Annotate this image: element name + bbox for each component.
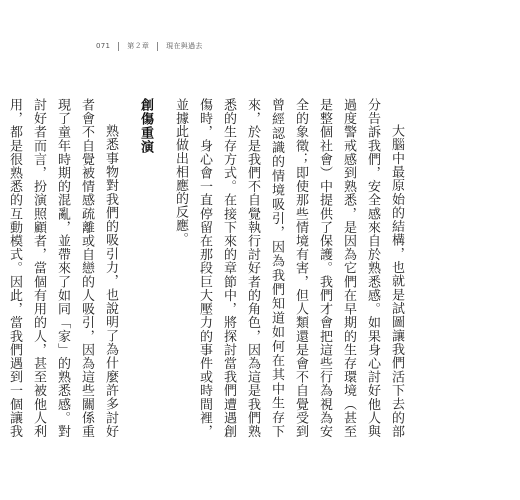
chapter-label: 第２章 [127, 42, 150, 50]
section-heading: 創傷重演 [138, 98, 153, 154]
chapter-title: 現在與過去 [166, 42, 203, 50]
header-divider [118, 42, 119, 51]
vertical-body-text [0, 98, 408, 438]
paragraph: 大腦中最原始的結構，也就是試圖讓我們活下去的部分告訴我們，安全感來自於熟悉感。如果身心討好他人與過度警戒感到熟悉，是因為它們在早期的生存環境（甚至是整個社會）中提供了保護。我們才會把這些行為視為安全的象徵；即使那些情境有害，但人類還是會不自覺受到曾經認識的情境吸引，因為我們知道如何在其中生存下來，於是我們不自覺執行討好者的角色，因為這是我們熟悉的生存方式。在接下來的章節中，將探討當我們遭遇創傷時，身心會一直停留在那段巨大壓力的事件或時間裡，並據此做出相應的反應。 [173, 98, 404, 438]
paragraph: 熟悉事物對我們的吸引力，也說明了為什麼許多討好者會不自覺被情感疏離或自戀的人吸引，因為這些關係重現了童年時期的混亂，並帶來了如同「家」的熟悉感。對討好者而言，扮演照顧者，當個有用的人，甚至被他人利用，都是很熟悉的互動模式。因此，當我們遇到一個讓我 [7, 98, 118, 438]
header-divider [157, 42, 158, 51]
running-header [96, 40, 203, 52]
page-number: 071 [96, 42, 111, 50]
